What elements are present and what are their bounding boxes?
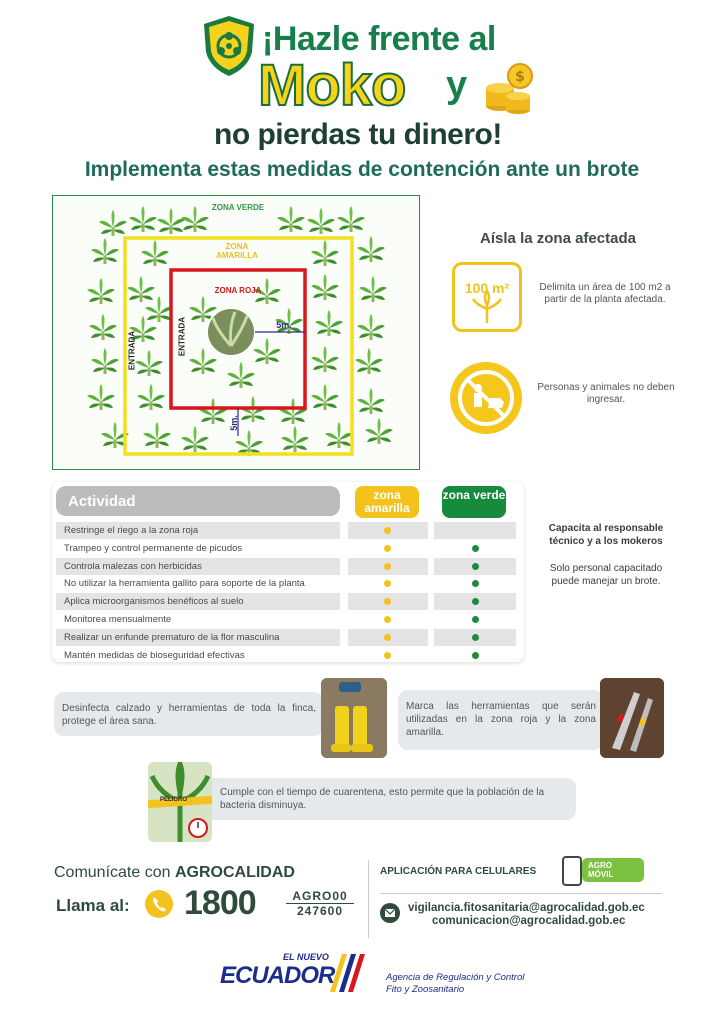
plant-icon xyxy=(455,265,519,329)
yellow-dot-icon xyxy=(384,598,391,605)
label-entrada-outer: ENTRADA xyxy=(127,330,137,371)
training-description: Solo personal capacitado puede manejar un brote. xyxy=(549,563,663,587)
table-row xyxy=(56,575,516,592)
logo-el-nuevo: EL NUEVO xyxy=(283,952,329,962)
training-heading: Capacita al responsable técnico y a los mokeros xyxy=(548,523,664,547)
activity-label: Monitorea mensualmente xyxy=(64,614,172,625)
table-row xyxy=(56,647,516,664)
zona-verde-cell xyxy=(434,540,516,557)
zona-verde-cell xyxy=(434,558,516,575)
activity-label: Restringe el riego a la zona roja xyxy=(56,522,340,539)
no-entry-description: Personas y animales no deben ingresar. xyxy=(537,382,675,405)
zona-amarilla-cell xyxy=(348,647,428,664)
logo-ecuador: ECUADOR xyxy=(220,962,335,989)
contact-org: AGROCALIDAD xyxy=(174,864,295,881)
no-entry-icon xyxy=(450,362,522,434)
zona-amarilla-cell xyxy=(348,522,428,539)
table-row xyxy=(56,558,516,575)
tip-mark-tools: Marca las herramientas que serán utilizadas en la zona roja y la zona amarilla. xyxy=(398,690,604,750)
footer-divider xyxy=(368,860,369,938)
call-label: Llama al: xyxy=(56,896,130,915)
yellow-dot-icon xyxy=(384,545,391,552)
green-dot-icon xyxy=(472,652,479,659)
zone-map-diagram xyxy=(52,195,420,470)
machete-photo xyxy=(600,678,664,758)
quarantine-banana-photo xyxy=(148,762,212,842)
table-header-activity: Actividad xyxy=(56,486,340,516)
phone-agro-code xyxy=(286,889,354,918)
green-dot-icon xyxy=(472,545,479,552)
label-zona-roja: ZONA ROJA xyxy=(214,286,262,295)
agromovil-line-1: AGRO xyxy=(588,861,612,870)
mail-icon xyxy=(380,903,400,923)
green-dot-icon xyxy=(472,563,479,570)
area-description: Delimita un área de 100 m2 a partir de la planta afectada. xyxy=(539,282,671,305)
title-line-1: ¡Hazle frente al xyxy=(262,20,496,58)
yellow-dot-icon xyxy=(384,616,391,623)
activity-label: Aplica microorganismos benéficos al suelo xyxy=(56,593,340,610)
area-badge xyxy=(452,262,522,332)
contact-heading xyxy=(54,864,295,882)
green-dot-icon xyxy=(472,616,479,623)
coins-icon xyxy=(478,58,538,118)
zona-amarilla-cell xyxy=(348,540,428,557)
zona-amarilla-cell xyxy=(348,558,428,575)
green-dot-icon xyxy=(472,580,479,587)
footer-horizontal-divider xyxy=(380,893,662,894)
biohazard-shield-icon xyxy=(200,14,258,78)
zona-amarilla-cell xyxy=(348,575,428,592)
contact-prefix: Comunícate con xyxy=(54,864,171,881)
label-entrada-inner: ENTRADA xyxy=(177,316,187,357)
tip-disinfect: Desinfecta calzado y herramientas de toda la finca, protege el área sana. xyxy=(54,692,324,736)
zona-verde-cell xyxy=(434,611,516,628)
isolate-title: Aísla la zona afectada xyxy=(480,230,636,247)
boots-photo xyxy=(321,678,387,758)
zona-verde-cell xyxy=(434,593,516,610)
label-distance-horizontal: 5m. xyxy=(276,320,292,330)
smartphone-icon xyxy=(562,856,582,886)
mobile-app-label: APLICACIÓN PARA CELULARES xyxy=(380,866,537,877)
yellow-dot-icon xyxy=(384,563,391,570)
title-moko: Moko xyxy=(258,53,406,118)
email-comunicacion[interactable]: comunicacion@agrocalidad.gob.ec xyxy=(432,915,626,927)
table-row xyxy=(56,540,516,557)
agromovil-app-badge[interactable] xyxy=(582,858,644,882)
agromovil-line-2: MÓVIL xyxy=(588,870,614,879)
svg-text:$: $ xyxy=(515,69,525,85)
agency-name: Agencia de Regulación y Control Fito y Zoosanitario xyxy=(386,972,525,995)
green-dot-icon xyxy=(472,598,479,605)
agro-code-top: AGRO00 xyxy=(292,889,348,903)
green-dot-icon xyxy=(472,634,479,641)
agro-code-bottom: 247600 xyxy=(286,903,354,918)
zona-amarilla-cell xyxy=(348,611,428,628)
zona-amarilla-cell xyxy=(348,593,428,610)
zona-verde-cell xyxy=(434,575,516,592)
zona-verde-cell xyxy=(434,522,516,539)
label-distance-vertical: 5m. xyxy=(229,415,239,431)
yellow-dot-icon xyxy=(384,580,391,587)
yellow-dot-icon xyxy=(384,634,391,641)
page-subtitle: Implementa estas medidas de contención ante un brote xyxy=(84,158,640,181)
table-row xyxy=(56,629,516,646)
yellow-dot-icon xyxy=(384,652,391,659)
activity-label: Realizar un enfunde prematuro de la flor masculina xyxy=(56,629,340,646)
phone-number[interactable]: 1800 xyxy=(184,884,256,922)
table-row xyxy=(56,593,516,610)
zona-verde-cell xyxy=(434,629,516,646)
label-zona-verde: ZONA VERDE xyxy=(211,203,265,212)
table-header-zona-amarilla: zona amarilla xyxy=(355,486,419,518)
title-line-3: no pierdas tu dinero! xyxy=(214,118,502,151)
label-zona-amarilla: ZONA AMARILLA xyxy=(216,242,258,260)
table-row xyxy=(56,611,516,628)
activity-label: Controla malezas con herbicidas xyxy=(56,558,340,575)
yellow-dot-icon xyxy=(384,527,391,534)
email-vigilancia[interactable]: vigilancia.fitosanitaria@agrocalidad.gob.ec xyxy=(408,902,645,914)
phone-icon xyxy=(145,890,173,918)
activity-label: Mantén medidas de bioseguridad efectivas xyxy=(64,649,245,661)
title-y: y xyxy=(446,64,468,106)
table-row xyxy=(56,522,516,539)
danger-tape-label: PELIGRO xyxy=(160,797,188,803)
zona-verde-cell xyxy=(434,647,516,664)
zona-amarilla-cell xyxy=(348,629,428,646)
table-header-zona-verde: zona verde xyxy=(442,486,506,518)
tip-quarantine: Cumple con el tiempo de cuarentena, esto permite que la población de la bacteria disminuya. xyxy=(196,778,576,820)
activity-label: No utilizar la herramienta gallito para soporte de la planta xyxy=(64,578,305,590)
area-badge-text: 100 m² xyxy=(464,280,510,296)
ecuador-flag-stripes-icon xyxy=(322,954,372,992)
activity-label: Trampeo y control permanente de picudos xyxy=(64,542,243,554)
